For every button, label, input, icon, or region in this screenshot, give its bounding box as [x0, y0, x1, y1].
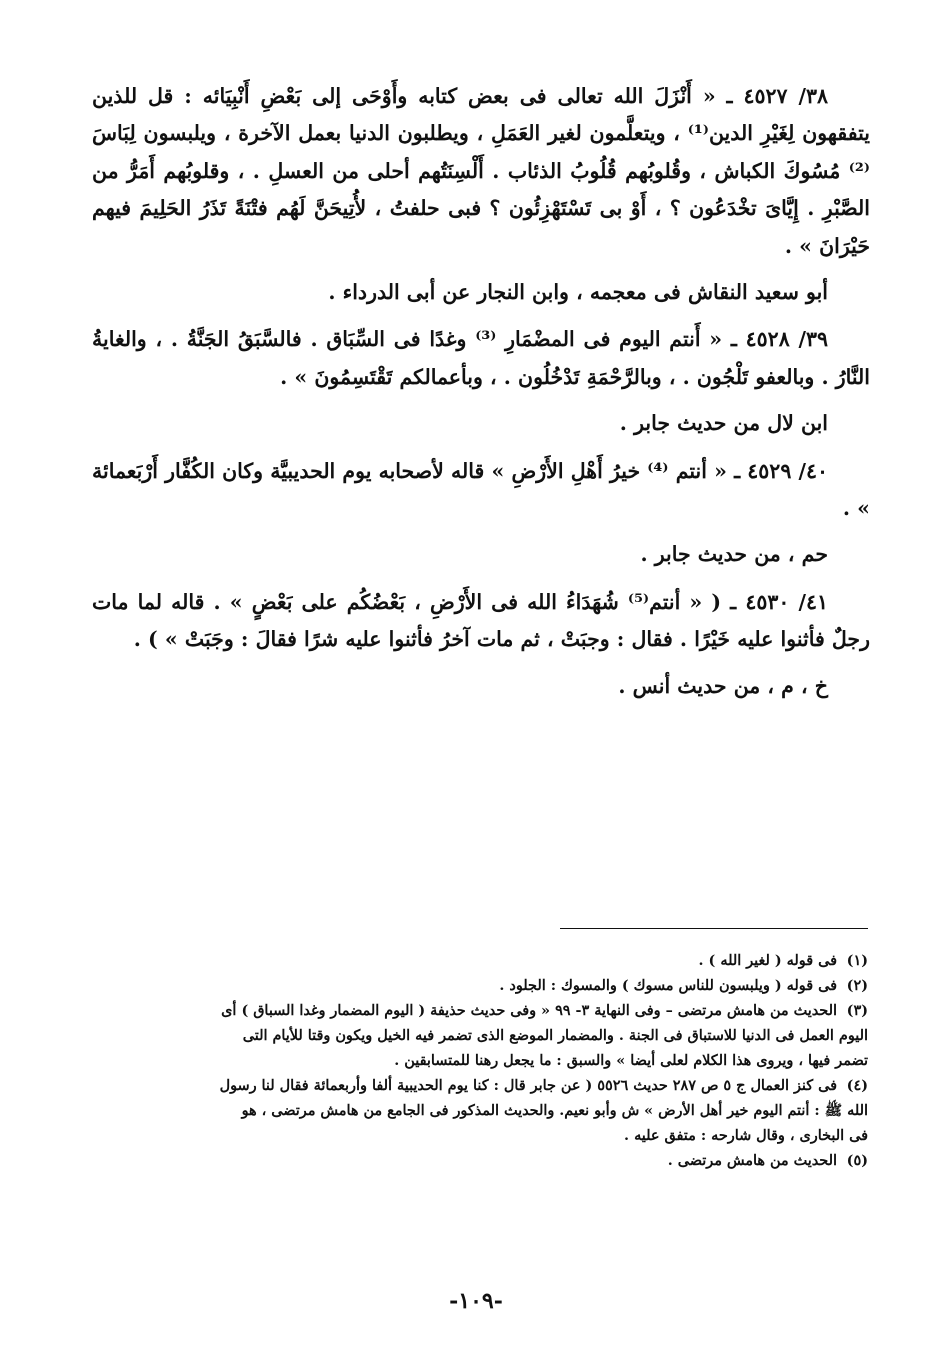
footnote-separator — [560, 928, 868, 929]
hadith-4527: ٣٨/ ٤٥٢٧ ـ « أَنْزَلَ الله تعالى فى بعض كتابه وأَوْحَى إلى بَعْضِ أَنْبِيَائه : قل للذين يتفقهون لِغَيْرِ الدين⁽¹⁾ ، ويتعلَّمون لغير العَمَلِ ، ويطلبون الدنيا بعمل الآخرة ، ويلبسون لِبَاسَ ⁽²⁾ مُسُوكَ الكباش ، وقُلوبُهم قُلُوبُ الذئاب . أَلْسِنَتُهم أحلى من العسلِ . ، وقلوبُهم أَمَرُّ من الصَّبْرِ . إِيَّاىَ تخْدَعُون ؟ ، أَوْ بى تَسْتَهْزِئُون ؟ فبى حلفتُ ، لأُتِيحَنَّ لَهُم فتْنَةً تَذَرُ الحَلِيمَ فيهم حَيْرَانَ » . — [92, 84, 870, 258]
footnote-number: (٢) — [846, 977, 868, 994]
main-text — [92, 78, 870, 715]
footnote-5 — [96, 1148, 868, 1173]
footnote-3-line-2: اليوم العمل فى الدنيا للاستباق فى الجنة . والمضمار الموضع الذى تضمر فيه الخيل ويكون وقتا للأيام التى — [242, 1027, 868, 1044]
footnote-4-line-2: الله ﷺ : أنتم اليوم خير أهل الأرض » ش وأبو نعيم. والحديث المذكور فى الجامع من هامش مرتضى ، هو — [241, 1102, 868, 1119]
footnote-number: (١) — [846, 952, 868, 969]
footnote-1 — [96, 948, 868, 973]
hadith-4530: ٤١/ ٤٥٣٠ ـ ( « أنتم⁽⁵⁾ شُهَدَاءُ الله فى الأَرْضِ ، بَعْضُكُم على بَعْضٍ » . قاله لما مات رجلٌ فأثنوا عليه خَيْرًا . فقال : وجبَتْ ، ثم مات آخرُ فأثنوا عليه شرًا فقالَ : وجَبَتْ » ) . — [92, 589, 870, 652]
attribution-4528: ابن لال من حديث جابر . — [619, 411, 828, 436]
footnote-number: (٥) — [846, 1152, 868, 1169]
footnote-2 — [96, 973, 868, 998]
footnote-3-line-3: تضمر فيها ، ويروى هذا الكلام لعلى أيضا » والسبق : ما يجعل رهنا للمتسابقين . — [394, 1052, 868, 1069]
footnote-line: الحديث من هامش مرتضى . — [667, 1152, 837, 1169]
page-number: -١٠٩- — [449, 1288, 503, 1314]
footnote-number: (٤) — [846, 1077, 868, 1094]
footnote-number: (٣) — [846, 1002, 868, 1019]
footnote-4 — [96, 1073, 868, 1098]
footnote-line: فى قوله ( لغير الله ) . — [698, 952, 837, 969]
attribution-4529: حم ، من حديث جابر . — [640, 542, 828, 567]
footnote-line: الحديث من هامش مرتضى – وفى النهاية ٣- ٩٩ « وفى حديث حذيفة ( اليوم المضمار وغدا السباق ) أى — [221, 1002, 837, 1019]
footnote-line: فى قوله ( ويلبسون للناس مسوك ) والمسوك : الجلود . — [499, 977, 837, 994]
footnotes — [96, 948, 868, 1173]
footnote-3 — [96, 998, 868, 1023]
footnote-line: فى كنز العمال ج ٥ ص ٢٨٧ حديث ٥٥٢٦ ( عن جابر قال : كنا يوم الحديبية ألفا وأربعمائة فقال لنا رسول — [219, 1077, 837, 1094]
attribution-4530: خ ، م ، من حديث أنس . — [618, 673, 828, 698]
attribution-4527: أبو سعيد النقاش فى معجمه ، وابن النجار عن أبى الدرداء . — [328, 280, 828, 305]
hadith-4528: ٣٩/ ٤٥٢٨ ـ « أَنتم اليوم فى المضْمَارِ ⁽³⁾ وغدًا فى السِّبَاق . فالسَّبَقُ الجَنَّةُ . ، والغايةُ النَّارُ . وبالعفو تَلْجُون . ، وبالرَّحْمَةِ تَدْخُلُون . ، وبأعمالكم تَقْتَسِمُونَ » . — [92, 327, 870, 389]
footnote-4-line-3: فى البخارى ، وقال شارحه : متفق عليه . — [624, 1127, 868, 1144]
hadith-4529: ٤٠/ ٤٥٢٩ ـ « أنتم ⁽⁴⁾ خيرُ أَهْلِ الأَرْضِ » قاله لأصحابه يوم الحديبيَّة وكان الكُفَّار أَرْبَعمائة » . — [92, 458, 870, 521]
